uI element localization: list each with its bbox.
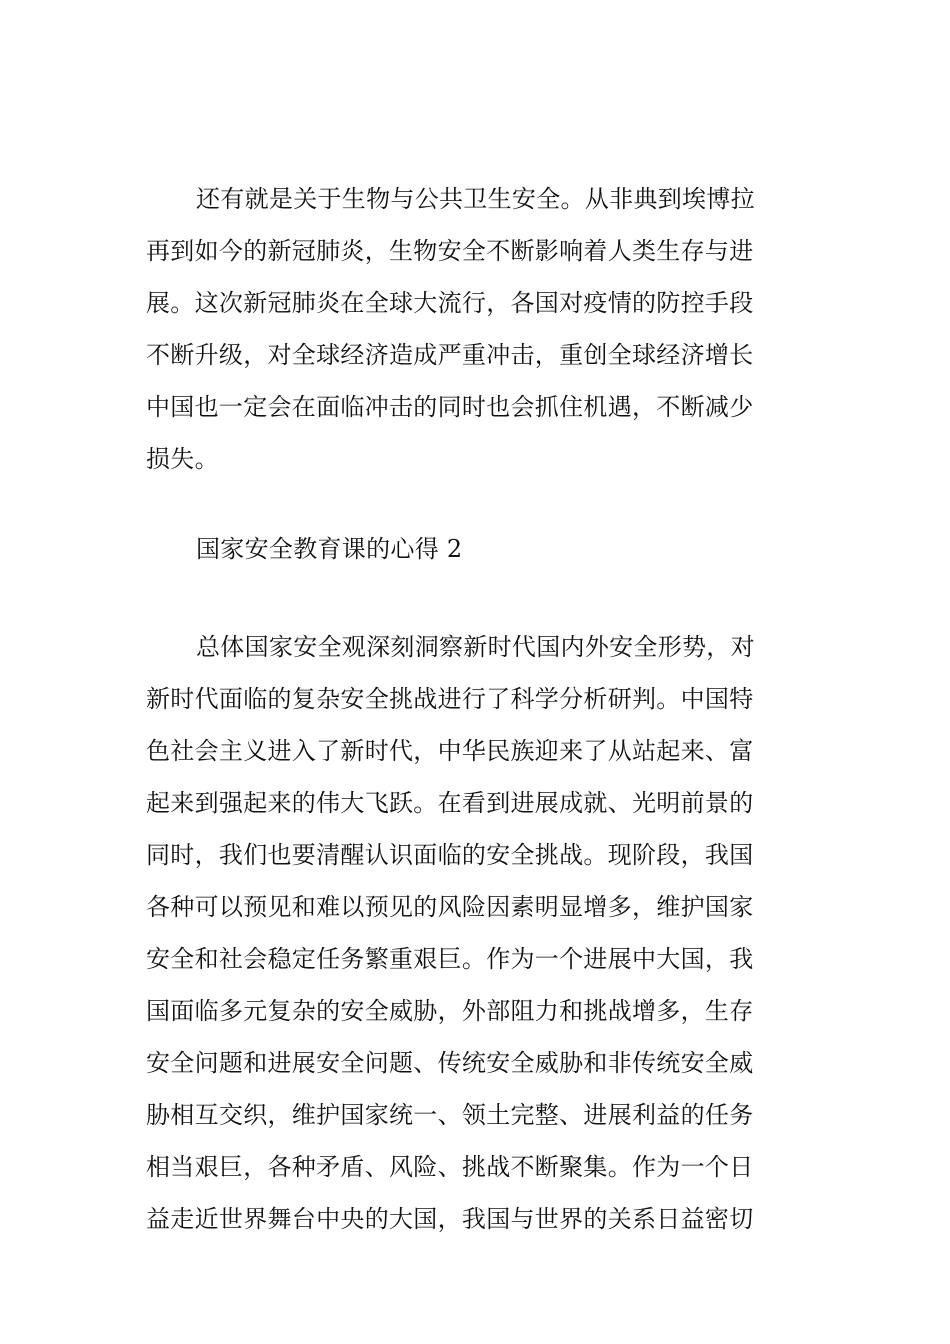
paragraph-line: 不断升级，对全球经济造成严重冲击，重创全球经济增长 <box>146 341 754 369</box>
paragraph-line: 再到如今的新冠肺炎，生物安全不断影响着人类生存与进 <box>146 237 754 265</box>
paragraph-line: 国面临多元复杂的安全威胁，外部阻力和挑战增多，生存 <box>146 997 754 1025</box>
paragraph-line: 色社会主义进入了新时代，中华民族迎来了从站起来、富 <box>146 737 754 765</box>
paragraph-biosecurity <box>146 173 806 485</box>
section-heading <box>146 523 806 575</box>
paragraph-line: 各种可以预见和难以预见的风险因素明显增多，维护国家 <box>146 893 754 921</box>
paragraph-line: 胁相互交织，维护国家统一、领土完整、进展利益的任务 <box>146 1101 754 1129</box>
paragraph-line: 同时，我们也要清醒认识面临的安全挑战。现阶段，我国 <box>146 841 754 869</box>
paragraph-line: 安全问题和进展安全问题、传统安全威胁和非传统安全威 <box>146 1049 754 1077</box>
paragraph-national-security <box>146 621 806 1245</box>
section-heading-text: 国家安全教育课的心得 2 <box>196 535 463 563</box>
paragraph-line: 展。这次新冠肺炎在全球大流行，各国对疫情的防控手段 <box>146 289 754 317</box>
paragraph-line: 起来到强起来的伟大飞跃。在看到进展成就、光明前景的 <box>146 789 754 817</box>
paragraph-line: 安全和社会稳定任务繁重艰巨。作为一个进展中大国，我 <box>146 945 754 973</box>
paragraph-line: 总体国家安全观深刻洞察新时代国内外安全形势，对 <box>196 633 755 661</box>
paragraph-line: 损失。 <box>146 445 219 473</box>
paragraph-line: 新时代面临的复杂安全挑战进行了科学分析研判。中国特 <box>146 685 754 713</box>
paragraph-line: 相当艰巨，各种矛盾、风险、挑战不断聚集。作为一个日 <box>146 1153 754 1181</box>
paragraph-line: 还有就是关于生物与公共卫生安全。从非典到埃博拉 <box>196 185 755 213</box>
paragraph-line: 益走近世界舞台中央的大国，我国与世界的关系日益密切 <box>146 1205 754 1233</box>
paragraph-line: 中国也一定会在面临冲击的同时也会抓住机遇，不断减少 <box>146 393 754 421</box>
